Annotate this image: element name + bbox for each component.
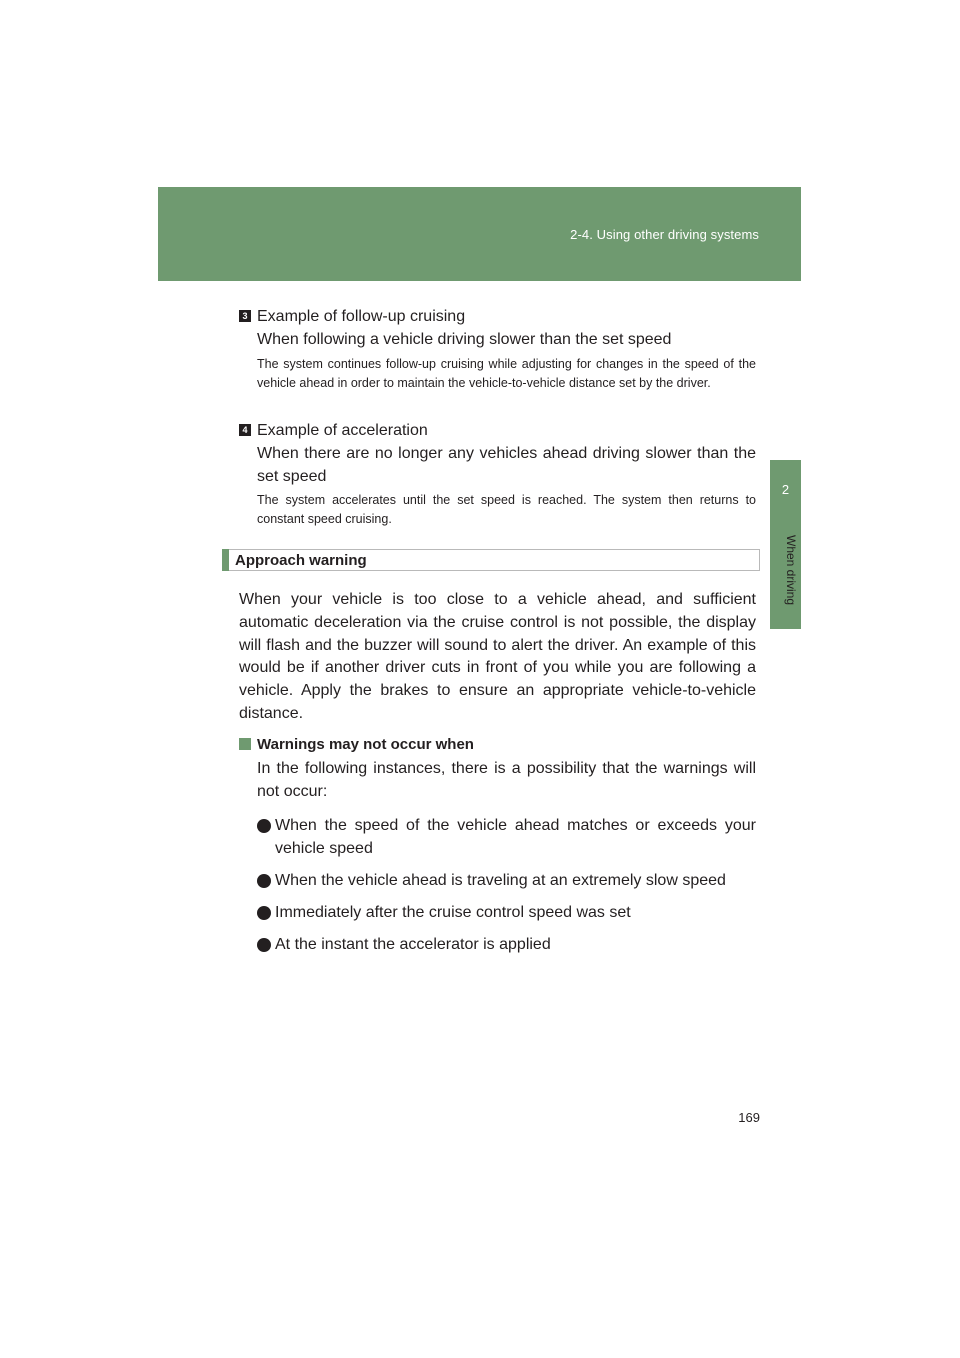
section-paragraph: When your vehicle is too close to a vehicle ahead, and sufficient automatic deceleration via the cruise control is not possible, the display will flash and the buzzer will sound to alert the driver. An example of this would be if another driver cuts in front of you while you are following a vehicle. Apply the brakes to ensure an appropriate vehicle-to-vehicle distance. xyxy=(239,591,756,722)
step-body: The system continues follow-up cruising while adjusting for changes in the speed of the vehicle ahead in order to maintain the vehicle-to-vehicle distance set by the driver. xyxy=(257,357,756,390)
header-band xyxy=(158,187,801,281)
chapter-section-title: 2-4. Using other driving systems xyxy=(570,227,759,242)
bullet-dot-icon xyxy=(257,938,271,952)
warnings-heading xyxy=(239,734,756,756)
step-number-icon: 3 xyxy=(239,310,251,322)
chapter-number: 2 xyxy=(781,482,790,497)
chapter-side-label: When driving xyxy=(784,535,798,606)
bullet-dot-icon xyxy=(257,874,271,888)
step-body: The system accelerates until the set speed is reached. The system then returns to constant speed cruising. xyxy=(257,493,756,526)
step-number-icon: 4 xyxy=(239,424,251,436)
page-number: 169 xyxy=(738,1110,760,1125)
section-accent xyxy=(222,549,229,571)
step-subtitle: When there are no longer any vehicles ahead driving slower than the set speed xyxy=(257,445,756,485)
bullet-text: Immediately after the cruise control speed was set xyxy=(275,904,631,921)
bullet-text: When the speed of the vehicle ahead matches or exceeds your vehicle speed xyxy=(275,817,756,857)
bullet-text: When the vehicle ahead is traveling at an extremely slow speed xyxy=(275,872,726,889)
section-title: Approach warning xyxy=(235,552,367,569)
step-title: Example of follow-up cruising xyxy=(257,308,466,325)
square-bullet-icon xyxy=(239,738,251,750)
bullet-dot-icon xyxy=(257,819,271,833)
warnings-heading-text: Warnings may not occur when xyxy=(257,736,474,753)
section-header-bar xyxy=(222,549,760,571)
bullet-text: At the instant the accelerator is applied xyxy=(275,936,551,953)
warnings-intro: In the following instances, there is a possibility that the warnings will not occur: xyxy=(257,760,756,800)
bullet-dot-icon xyxy=(257,906,271,920)
step-subtitle: When following a vehicle driving slower than the set speed xyxy=(257,331,672,348)
step-title: Example of acceleration xyxy=(257,422,428,439)
